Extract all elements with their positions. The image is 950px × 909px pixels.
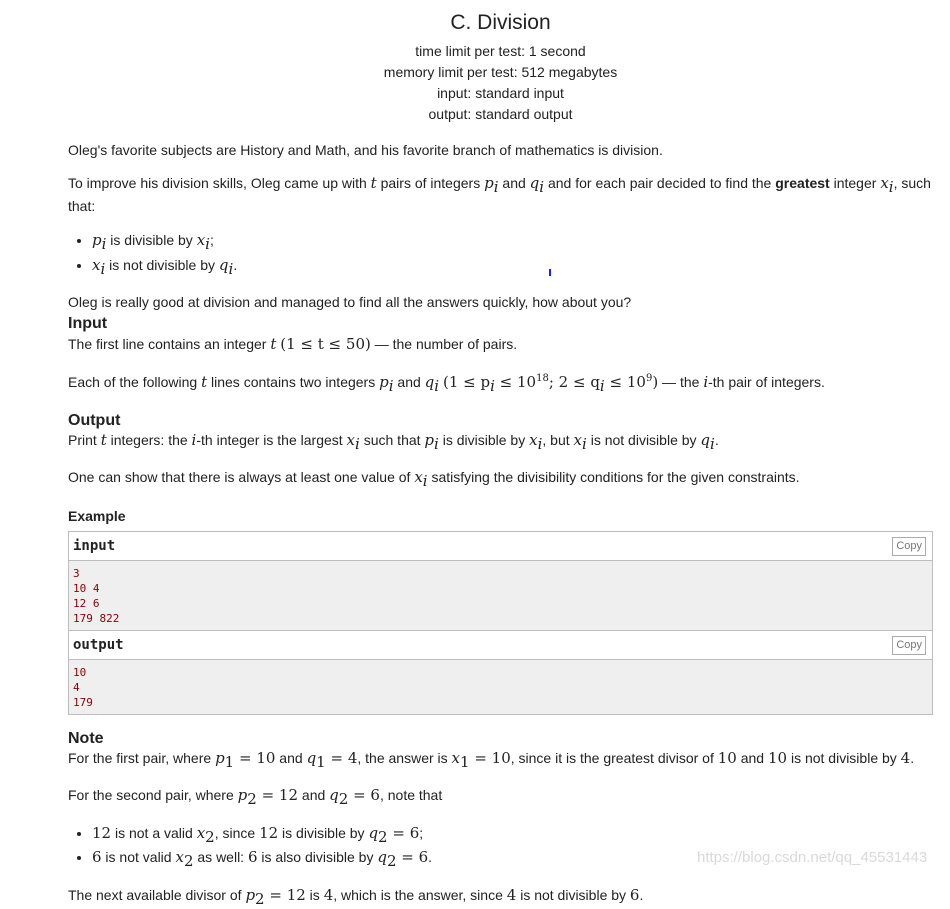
example-input-label: input	[73, 537, 116, 554]
input-line: 3	[73, 566, 80, 580]
example-input-header	[69, 532, 932, 561]
output-line: 179	[73, 695, 93, 709]
note-paragraph-2: For the second pair, where $p_2 = 12$ and $q_2 = 6$, note that	[68, 785, 443, 808]
example-title: Example	[68, 507, 126, 524]
input-line: 12 6	[73, 596, 100, 610]
note-paragraph-1: For the first pair, where $p_1 = 10$ and $q_1 = 4$, the answer is $x_1 = 10$, since it is the greatest divisor of 10 and 10 is not divisible by 4.	[68, 748, 915, 771]
output-section-title: Output	[68, 412, 121, 430]
list-item: • 12 is not a valid $x_2$, since 12 is divisible by $q_2 = 6$;	[92, 823, 933, 848]
problem-header	[68, 10, 933, 125]
copy-output-button[interactable]: Copy	[892, 636, 926, 655]
legend-paragraph-1: Oleg's favorite subjects are History and Math, and his favorite branch of mathematics is division.	[68, 142, 663, 158]
input-file: input: standard input	[437, 85, 564, 101]
watermark: https://blog.csdn.net/qq_45531443	[697, 849, 928, 866]
input-line-2: Each of the following t lines contains two integers $p_i$ and $q_i$ ($1 \le p_i \le 10^{18}$; $2 \le q_i \le 10^9$) — the i-th pair of integers.	[68, 373, 825, 396]
output-line: 4	[73, 680, 80, 694]
list-item: • $x_i$ is not divisible by $q_i$.	[92, 255, 933, 280]
example-input-box	[68, 531, 933, 715]
example-output-label: output	[73, 636, 124, 653]
problem-statement	[68, 0, 933, 909]
input-section-title: Input	[68, 315, 108, 333]
output-line: 10	[73, 665, 87, 679]
output-line-1: Print t integers: the i-th integer is the largest $x_i$ such that $p_i$ is divisible by $x_i$, but $x_i$ is not divisible by $q_i$.	[68, 431, 719, 454]
time-limit: time limit per test: 1 second	[415, 43, 586, 59]
output-file: output: standard output	[428, 106, 573, 122]
list-item: • 6 is not valid $x_2$ as well: 6 is also divisible by $q_2 = 6$.	[92, 847, 933, 872]
input-line: 10 4	[73, 581, 100, 595]
example-input-content	[69, 561, 932, 630]
input-line: 179 822	[73, 611, 120, 625]
memory-limit: memory limit per test: 512 megabytes	[383, 64, 618, 80]
copy-input-button[interactable]: Copy	[892, 537, 926, 556]
example-output-content	[69, 660, 932, 714]
problem-title: C. Division	[450, 11, 551, 34]
legend-conditions	[68, 230, 933, 280]
note-title: Note	[68, 729, 104, 747]
text-cursor	[549, 269, 551, 276]
list-item: • $p_i$ is divisible by $x_i$;	[92, 230, 933, 255]
legend-paragraph-3: Oleg is really good at division and managed to find all the answers quickly, how about you?	[68, 294, 632, 311]
output-line-2: One can show that there is always at least one value of $x_i$ satisfying the divisibility conditions for the given constraints.	[68, 468, 800, 490]
input-line-1: The first line contains an integer t (1 ≤ t ≤ 50) — the number of pairs.	[68, 335, 518, 354]
legend-paragraph-2: To improve his division skills, Oleg came up with t pairs of integers $p_i$ and $q_i$ and for each pair decided to find the greatest integer $x_i$, such that:	[68, 174, 931, 214]
example-output-header	[69, 630, 932, 660]
note-paragraph-3: The next available divisor of $p_2 = 12$ is 4, which is the answer, since 4 is not divisible by 6.	[68, 886, 644, 908]
